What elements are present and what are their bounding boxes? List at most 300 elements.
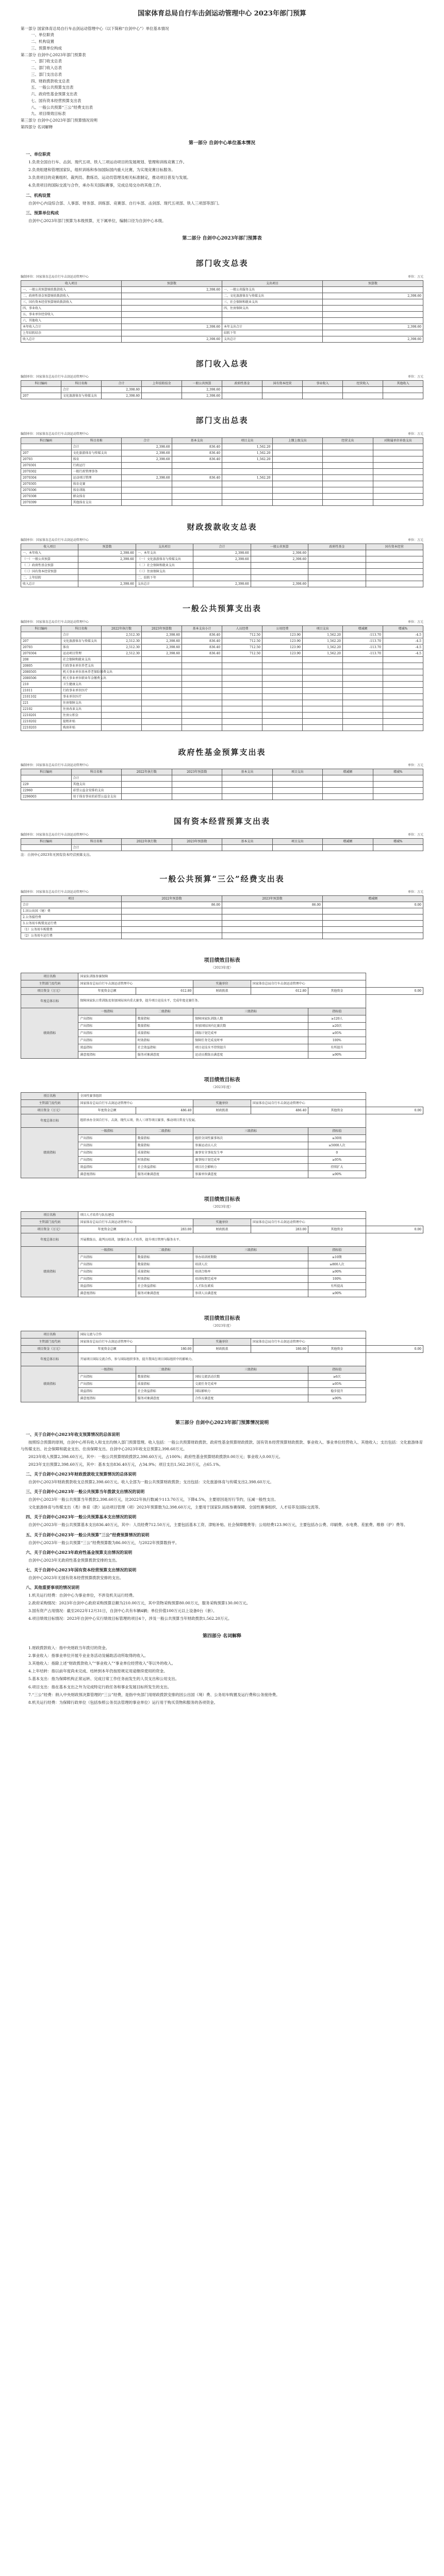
table-cell xyxy=(102,718,142,724)
indicator-cell: 合作方满意度 xyxy=(193,1395,308,1402)
toc-item[interactable]: 八、一般公共预算“三公”经费支出表 xyxy=(31,105,93,110)
table-cell: 2210202 xyxy=(21,718,61,724)
table-cell xyxy=(182,706,222,712)
goal-text: 组织承办全国自行车、击剑、现代五项、铁人三项等项目赛事，推动项目普及与发展。 xyxy=(78,1114,366,1127)
table-cell xyxy=(366,575,423,581)
indicator-header-row xyxy=(21,1008,423,1015)
table-row xyxy=(21,286,423,293)
body-paragraph: 3.国有资产占用情况：截至2022年12月31日，自剑中心共有车辆4辆；单位价值100万元以上设备0台（套）。 xyxy=(28,1608,217,1614)
table-cell: -113.70 xyxy=(343,638,383,644)
table-cell xyxy=(172,462,222,468)
table-cell xyxy=(193,569,251,575)
impl-label: 实施单位 xyxy=(193,1219,251,1226)
indicator-cell: 效益指标 xyxy=(78,1283,136,1290)
indicator-cell: ≥5000人次 xyxy=(308,1142,366,1149)
column-header: 政府性基金 xyxy=(222,381,262,387)
table-meta xyxy=(21,275,423,279)
table-cell xyxy=(366,563,423,569)
table-cell: 210 xyxy=(21,681,61,687)
table-cell xyxy=(272,844,323,851)
table-row xyxy=(21,927,423,933)
table-cell xyxy=(323,311,423,317)
column-header: 国有资本经营 xyxy=(366,544,423,550)
indicator-label: 绩效指标 xyxy=(21,1247,78,1297)
table-cell xyxy=(122,462,172,468)
table-cell xyxy=(172,493,222,499)
table-cell xyxy=(303,393,343,399)
table-cell xyxy=(21,387,61,393)
toc-item[interactable]: 六、政府性基金预算支出表 xyxy=(31,92,77,97)
indicator-row xyxy=(21,1381,423,1388)
column-header: 科目编码 xyxy=(21,769,72,775)
table-cell: 2,398.60 xyxy=(323,336,423,342)
table-cell: 836.40 xyxy=(182,638,222,644)
table-row xyxy=(21,336,423,342)
table-cell: 836.40 xyxy=(172,444,222,450)
table-cell xyxy=(142,693,182,700)
table-cell: 四、事业收入 xyxy=(21,305,122,311)
table-meta xyxy=(21,620,423,624)
table-cell: 2,398.60 xyxy=(251,581,308,587)
table-cell xyxy=(373,493,423,499)
table-row xyxy=(21,487,423,493)
indicator-header-row xyxy=(21,1247,423,1254)
table-cell xyxy=(272,788,323,794)
table-cell: 22960 xyxy=(21,788,72,794)
table-cell: 六、其他收入 xyxy=(21,317,122,324)
indicator-row xyxy=(21,1388,423,1395)
table-cell: 86.00 xyxy=(222,902,323,908)
t4-block xyxy=(21,521,423,588)
table-row xyxy=(21,908,423,914)
table-cell: -113.70 xyxy=(343,644,383,650)
indicator-cell: 稳步提升 xyxy=(308,1388,366,1395)
table-row xyxy=(21,575,423,581)
table-cell: 207 xyxy=(21,450,72,456)
table-cell xyxy=(172,481,222,487)
indicator-cell: 产出指标 xyxy=(78,1254,136,1261)
table-cell xyxy=(323,927,423,933)
indicator-cell: 产出指标 xyxy=(78,1037,136,1044)
project-row xyxy=(21,1092,423,1099)
table-header-row xyxy=(21,896,423,902)
goal-row xyxy=(21,1114,423,1127)
indicator-cell: 产出指标 xyxy=(78,1149,136,1156)
toc-item[interactable]: 七、国有资本经营预算支出表 xyxy=(31,98,81,103)
column-header: 项目支出 xyxy=(272,838,323,844)
column-header: 增减% xyxy=(383,625,423,632)
indicator-cell: 产出指标 xyxy=(78,1015,136,1022)
table-cell: 86.00 xyxy=(122,902,222,908)
table-cell xyxy=(142,393,182,399)
table-cell: 住房保障支出 xyxy=(61,700,102,706)
table-cell: 123.90 xyxy=(262,650,303,656)
indicator-column-header: 三级指标 xyxy=(193,1008,308,1015)
table-cell xyxy=(308,563,366,569)
body-paragraph: 自剑中心2023年财政拨款收支总预算2,398.60万元。收入全部为一般公共预算财政拨款；支出包括：文化旅游体育与传媒支出2,398.60万元。 xyxy=(28,1480,274,1485)
table-cell xyxy=(142,700,182,706)
table-cell xyxy=(222,933,323,939)
table-header-row xyxy=(21,769,423,775)
indicator-row xyxy=(21,1268,423,1276)
table-cell xyxy=(323,493,373,499)
column-header: 2023年预算数 xyxy=(222,896,323,902)
indicator-cell: 产出指标 xyxy=(78,1374,136,1381)
table-cell: 836.40 xyxy=(182,650,222,656)
org-label: 编制单位：国家体育总局自行车击剑运动管理中心 xyxy=(21,833,89,837)
table-cell xyxy=(182,718,222,724)
column-header: 人员经费 xyxy=(222,625,262,632)
toc-item[interactable]: 二、部门收入总表 xyxy=(31,65,62,71)
table-cell xyxy=(122,330,222,336)
table-cell: （三）国有资本经营预算 xyxy=(21,569,78,575)
table-cell: 二、政府性基金预算财政拨款收入 xyxy=(21,293,122,299)
table-cell: 0.00 xyxy=(323,902,423,908)
table-cell: 支出总计 xyxy=(136,581,193,587)
table-cell: 123.90 xyxy=(262,638,303,644)
table-cell xyxy=(262,656,303,663)
table-cell: 住房改革支出 xyxy=(61,706,102,712)
table-row xyxy=(21,493,423,499)
table-cell xyxy=(122,788,172,794)
indicator-cell: 社会效益指标 xyxy=(136,1044,193,1051)
indicator-cell: ≥30场 xyxy=(308,1134,366,1142)
project-name: 全国性赛事组织 xyxy=(78,1092,366,1099)
table-cell: 2070306 xyxy=(21,487,72,493)
table-row xyxy=(21,681,423,687)
table-row xyxy=(21,293,423,299)
table-cell xyxy=(303,693,343,700)
table-cell xyxy=(373,844,423,851)
table-cell xyxy=(373,487,423,493)
toc-part4[interactable]: 第四部分 名词解释 xyxy=(21,124,53,129)
table-cell xyxy=(308,575,366,581)
indicator-cell: 效益指标 xyxy=(78,1163,136,1171)
table-cell: 其他支出 xyxy=(71,782,122,788)
table-row xyxy=(21,794,423,800)
table-cell: 2,398.60 xyxy=(251,550,308,556)
impl-label: 实施单位 xyxy=(193,980,251,987)
unit-label: 单位：万元 xyxy=(407,432,423,436)
org-label: 编制单位：国家体育总局自行车击剑运动管理中心 xyxy=(21,375,89,379)
table-cell xyxy=(373,474,423,481)
toc-item[interactable]: 一、单位职责 xyxy=(31,32,54,38)
table-title: 部门收入总表 xyxy=(195,359,249,368)
table-cell xyxy=(323,775,373,782)
dept-row xyxy=(21,1338,423,1346)
toc-item[interactable]: 九、项目绩效目标表 xyxy=(31,111,66,116)
table-cell xyxy=(303,663,343,669)
table-cell xyxy=(182,656,222,663)
indicator-cell: ≥6次 xyxy=(308,1374,366,1381)
body-paragraph: 4.项目绩效目标情况：2023年自剑中心实行绩效目标管理的项目4个，涉及一般公共预算当年财政拨款1,562.20万元。 xyxy=(28,1616,232,1621)
indicator-row xyxy=(21,1261,423,1268)
table-cell xyxy=(308,569,366,575)
table-row xyxy=(21,902,423,908)
table-cell: 2,398.60 xyxy=(193,556,251,563)
table-row xyxy=(21,456,423,462)
table-cell: 文化旅游体育与传媒支出 xyxy=(61,638,102,644)
table-cell: 2,398.60 xyxy=(251,556,308,563)
table-cell: 3.公务用车购置及运行费 xyxy=(21,921,122,927)
funds-label: 项目资金（万元） xyxy=(21,987,78,994)
indicator-column-header: 一级指标 xyxy=(78,1247,136,1254)
dept-name: 国家体育总局自行车击剑运动管理中心 xyxy=(78,1338,193,1346)
body-paragraph: 自剑中心2023年部门预算为本级预算，无下属单位，编制口径为自剑中心本级。 xyxy=(28,218,166,223)
body-paragraph: 自剑中心内设综合部、人事部、财务部、训练部、竞赛部、自行车部、击剑部、现代五项部、铁人三项部等部门。 xyxy=(28,200,222,206)
indicator-cell: 满意度指标 xyxy=(78,1051,136,1058)
column-header: 一般公共预算 xyxy=(251,544,308,550)
table-cell xyxy=(122,933,222,939)
toc-item[interactable]: 二、机构设置 xyxy=(31,39,54,44)
indicator-cell: ≥10期 xyxy=(308,1254,366,1261)
column-header: 经营收入 xyxy=(343,381,383,387)
table-row xyxy=(21,921,423,927)
column-header: 增减额 xyxy=(323,896,423,902)
table-cell: 提租补贴 xyxy=(61,718,102,724)
table-meta xyxy=(21,432,423,436)
indicator-row xyxy=(21,1283,423,1290)
body-paragraph: 4.负责项目的国际交流与合作，承办有关国际赛事，完成总局交办的其他工作。 xyxy=(28,183,164,188)
table-cell: 本年收入合计 xyxy=(21,324,122,330)
org-label: 编制单位：国家体育总局自行车击剑运动管理中心 xyxy=(21,432,89,436)
funds-cell: 0.00 xyxy=(366,1226,423,1233)
funds-cell: 283.00 xyxy=(136,1226,193,1233)
column-header: 其他收入 xyxy=(383,381,423,387)
indicator-cell: 社会效益指标 xyxy=(136,1388,193,1395)
table-cell xyxy=(323,499,373,505)
table-row xyxy=(21,687,423,693)
table-cell xyxy=(272,487,323,493)
part2-heading: 第二部分 自剑中心2023年部门预算表 xyxy=(182,235,262,241)
table-cell: 2,398.60 xyxy=(142,650,182,656)
table-cell xyxy=(122,782,172,788)
funds-row xyxy=(21,1226,423,1233)
table-cell xyxy=(122,844,172,851)
indicator-cell: ≥90% xyxy=(308,1290,366,1297)
toc-item[interactable]: 五、一般公共预算支出表 xyxy=(31,85,74,90)
table-cell: 22102 xyxy=(21,706,61,712)
unit-label: 单位：万元 xyxy=(407,275,423,279)
table-cell: 2,398.60 xyxy=(122,286,222,293)
indicator-row xyxy=(21,1395,423,1402)
table-cell: 1,562.20 xyxy=(222,450,273,456)
table-cell xyxy=(142,712,182,718)
table-cell xyxy=(222,393,262,399)
table-cell: 2,398.60 xyxy=(142,644,182,650)
performance-table-year: （2023年度） xyxy=(211,965,233,970)
table-cell xyxy=(383,706,423,712)
toc-part1[interactable]: 第一部分 国家体育总局自行车击剑运动管理中心（以下简称“自剑中心”）单位基本情况 xyxy=(21,26,169,31)
column-header: 收入项目 xyxy=(21,280,122,286)
funds-label: 项目资金（万元） xyxy=(21,1107,78,1114)
column-header: 科目名称 xyxy=(71,437,122,444)
table-cell: 20703 xyxy=(21,644,61,650)
table-cell xyxy=(182,687,222,693)
table-cell xyxy=(142,681,182,687)
table-row xyxy=(21,462,423,468)
table-cell xyxy=(272,468,323,474)
table-cell: 1,562.20 xyxy=(222,474,273,481)
table-cell xyxy=(323,444,373,450)
table-cell xyxy=(308,581,366,587)
toc-part2[interactable]: 第二部分 自剑中心2023年部门预算表 xyxy=(21,52,86,57)
toc-item[interactable]: 三、预算单位构成 xyxy=(31,45,62,50)
table-cell xyxy=(343,687,383,693)
table-cell: 五、事业单位经营收入 xyxy=(21,311,122,317)
table-cell xyxy=(122,927,222,933)
table-cell xyxy=(272,775,323,782)
toc-item[interactable]: 三、部门支出总表 xyxy=(31,72,62,77)
table-cell: -4.5 xyxy=(383,650,423,656)
table-cell: 1,562.20 xyxy=(222,444,273,450)
table-cell: 行政事业单位养老支出 xyxy=(61,663,102,669)
funds-cell: 612.80 xyxy=(136,987,193,994)
table-cell: 2,398.60 xyxy=(323,293,423,299)
indicator-row xyxy=(21,1276,423,1283)
table-cell xyxy=(383,393,423,399)
table-row xyxy=(21,550,423,556)
toc-item[interactable]: 四、财政拨款收支总表 xyxy=(31,78,70,83)
t7-block xyxy=(21,816,423,857)
table-cell: 2,398.60 xyxy=(193,581,251,587)
budget-table xyxy=(21,625,423,731)
table-cell: （一）文化旅游体育与传媒支出 xyxy=(136,556,193,563)
table-cell: 2,398.60 xyxy=(122,444,172,450)
table-row xyxy=(21,317,423,324)
goal-text: 开展教练员、裁判员培训，加强后备人才培养，提升项目管理与服务水平。 xyxy=(78,1233,366,1247)
table-row xyxy=(21,650,423,656)
indicator-cell: 保障国家队训练人数 xyxy=(193,1015,308,1022)
toc-item[interactable]: 一、部门收支总表 xyxy=(31,59,62,64)
table-row xyxy=(21,663,423,669)
unit-label: 单位：万元 xyxy=(407,890,423,894)
table-cell xyxy=(21,444,72,450)
indicator-cell: 项目竞技水平持续提升 xyxy=(193,1044,308,1051)
column-header: 科目编码 xyxy=(21,381,61,387)
toc-part3[interactable]: 第三部分 自剑中心2023年部门预算情况说明 xyxy=(21,118,97,123)
project-row xyxy=(21,1212,423,1219)
funds-cell: 年度资金总额 xyxy=(78,1226,136,1233)
table-cell: 2,398.60 xyxy=(182,387,222,393)
indicator-cell: 参加国际国内比赛次数 xyxy=(193,1022,308,1029)
indicator-cell: 质量指标 xyxy=(136,1149,193,1156)
table-cell xyxy=(262,675,303,681)
table-cell xyxy=(122,487,172,493)
indicator-cell: 项目社会影响力 xyxy=(193,1163,308,1171)
table-cell: 2210201 xyxy=(21,712,61,718)
table-cell xyxy=(182,669,222,675)
table-cell xyxy=(222,317,323,324)
table-cell xyxy=(373,450,423,456)
indicator-column-header: 二级指标 xyxy=(136,1127,193,1134)
indicator-cell: 保障任务完成及时率 xyxy=(193,1037,308,1044)
org-label: 编制单位：国家体育总局自行车击剑运动管理中心 xyxy=(21,538,89,543)
table-cell xyxy=(142,663,182,669)
table-cell xyxy=(323,299,423,305)
indicator-column-header: 指标值 xyxy=(308,1366,366,1374)
indicator-cell: 数量指标 xyxy=(136,1015,193,1022)
indicator-header-row xyxy=(21,1366,423,1374)
funds-label: 项目资金（万元） xyxy=(21,1226,78,1233)
project-label: 项目名称 xyxy=(21,1331,78,1338)
table-row xyxy=(21,474,423,481)
indicator-cell: 产出指标 xyxy=(78,1134,136,1142)
funds-row xyxy=(21,987,423,994)
table-cell xyxy=(222,844,273,851)
indicator-cell: 产出指标 xyxy=(78,1268,136,1276)
table-cell xyxy=(303,681,343,687)
table-cell xyxy=(21,844,72,851)
glossary-paragraph: 4.上年结转：指以前年度尚未完成、结转到本年仍按原规定用途继续使用的资金。 xyxy=(28,1669,168,1674)
indicator-row xyxy=(21,1134,423,1142)
table-cell xyxy=(323,286,423,293)
column-header: 科目名称 xyxy=(71,769,122,775)
table-cell: 合计 xyxy=(61,632,102,638)
table-cell: 2,512.30 xyxy=(102,632,142,638)
table-cell xyxy=(222,493,273,499)
column-header: 科目编码 xyxy=(21,625,61,632)
table-cell: 住房公积金 xyxy=(61,712,102,718)
table-cell: -4.5 xyxy=(383,644,423,650)
column-header: 2022年执行数 xyxy=(122,838,172,844)
org-heading: 二、机构设置 xyxy=(26,192,51,198)
goal-text: 保障国家队日常训练及参加国际国内重大赛事，提升项目竞技水平，完成年度竞赛任务。 xyxy=(78,994,366,1008)
table-cell: 229 xyxy=(21,782,72,788)
table-cell: （2）公务用车运行费 xyxy=(21,933,122,939)
indicator-cell: 100% xyxy=(308,1276,366,1283)
table-cell xyxy=(222,718,262,724)
table-cell: 运动项目管理 xyxy=(71,474,122,481)
column-header: 2022年执行数 xyxy=(122,769,172,775)
table-cell: 836.40 xyxy=(172,456,222,462)
explanation-heading: 一、关于自剑中心2023年收支预算情况的总体说明 xyxy=(26,1431,120,1437)
goal-label: 年度总体目标 xyxy=(21,1114,78,1127)
table-cell xyxy=(222,914,323,921)
performance-table-title: 项目绩效目标表 xyxy=(204,1077,240,1083)
indicator-cell: 举办培训班期数 xyxy=(193,1254,308,1261)
table-cell: 2,398.60 xyxy=(182,393,222,399)
column-header: 预算数 xyxy=(122,280,222,286)
table-cell xyxy=(272,474,323,481)
table-cell xyxy=(303,669,343,675)
table-cell xyxy=(142,387,182,393)
table-title: 政府性基金预算支出表 xyxy=(178,747,266,757)
table-cell xyxy=(383,656,423,663)
table-cell xyxy=(222,921,323,927)
table-row xyxy=(21,933,423,939)
table-cell: 合计 xyxy=(71,775,122,782)
table-cell: 2,398.60 xyxy=(78,581,136,587)
table-cell xyxy=(142,706,182,712)
table-row xyxy=(21,305,423,311)
table-cell: 合计 xyxy=(71,444,122,450)
table-cell xyxy=(366,556,423,563)
indicator-cell: ≥95% xyxy=(308,1156,366,1163)
table-cell xyxy=(323,305,423,311)
funds-cell: 其他资金 xyxy=(308,1346,366,1353)
budget-table xyxy=(21,838,423,851)
budget-table xyxy=(21,895,423,939)
body-paragraph: 2.政府采购情况：2023年自剑中心政府采购预算总额为210.00万元，其中货物采购预算80.00万元，服务采购预算130.00万元。 xyxy=(28,1601,251,1606)
glossary-paragraph: 5.基本支出：指为保障机构正常运转、完成日常工作任务而发生的人员支出和公用支出。 xyxy=(28,1676,179,1682)
funds-cell: 财政拨款 xyxy=(193,1107,251,1114)
table-cell xyxy=(262,718,303,724)
indicator-column-header: 指标值 xyxy=(308,1008,366,1015)
table-cell: 2,398.60 xyxy=(78,550,136,556)
indicator-row xyxy=(21,1022,423,1029)
table-row xyxy=(21,706,423,712)
